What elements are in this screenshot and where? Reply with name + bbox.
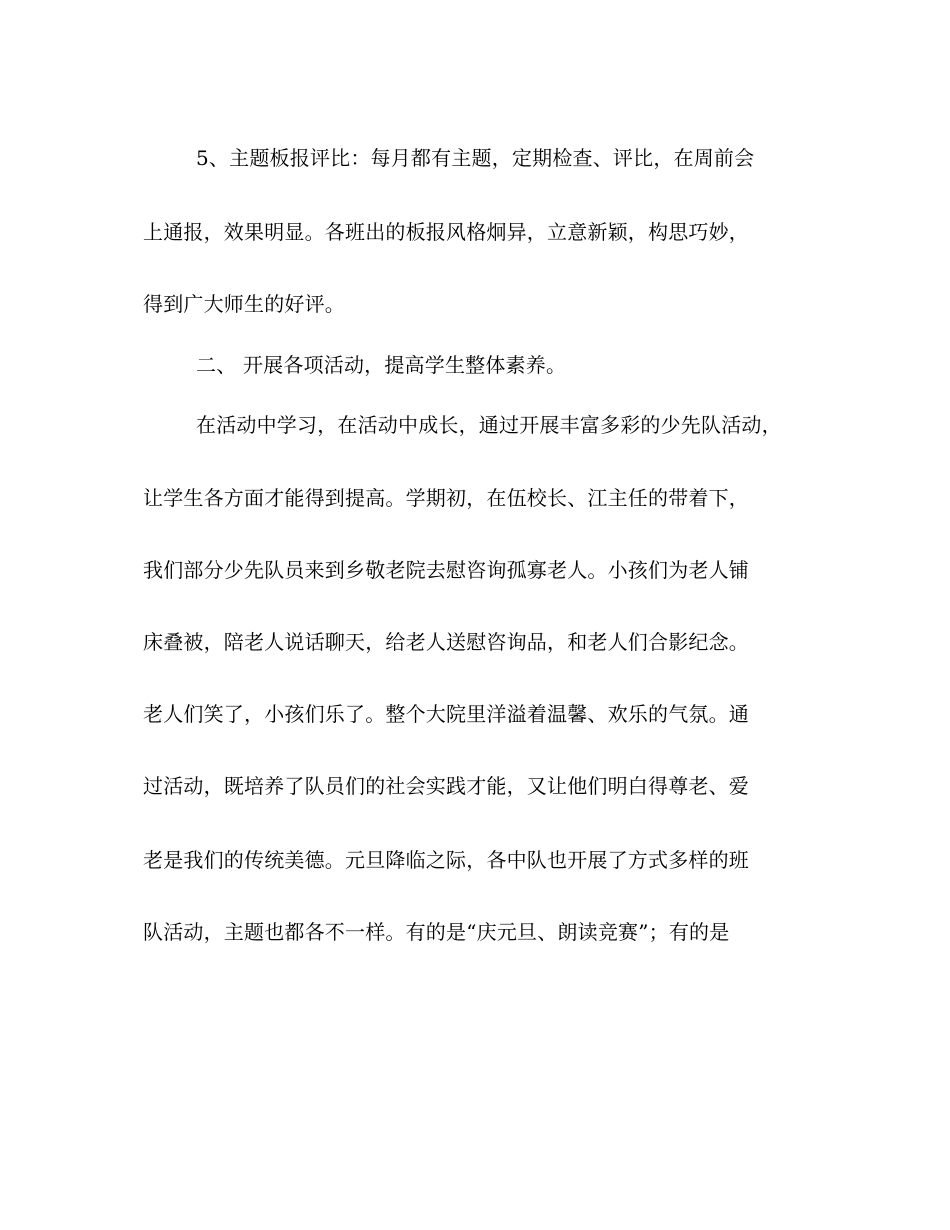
text-line-6: 让学生各方面才能得到提高。学期初，在伍校长、江主任的带着下，: [143, 486, 749, 510]
text-line-2: 上通报，效果明显。各班出的板报风格炯异，立意新颖，构思巧妙，: [143, 220, 749, 244]
text-line-7: 我们部分少先队员来到乡敬老院去慰咨询孤寡老人。小孩们为老人铺: [143, 558, 749, 582]
text-line-12: 队活动，主题也都各不一样。有的是“庆元旦、朗读竞赛”；有的是: [143, 920, 730, 944]
text-line-9: 老人们笑了，小孩们乐了。整个大院里洋溢着温馨、欢乐的气氛。通: [143, 702, 749, 726]
text-line-10: 过活动，既培养了队员们的社会实践才能，又让他们明白得尊老、爱: [143, 774, 749, 798]
text-line-5: 在活动中学习，在活动中成长，通过开展丰富多彩的少先队活动，: [196, 413, 782, 437]
text-line-8: 床叠被，陪老人说话聊天，给老人送慰咨询品，和老人们合影纪念。: [143, 630, 749, 654]
section-heading: 二、 开展各项活动，提高学生整体素养。: [196, 353, 567, 377]
text-line-11: 老是我们的传统美德。元旦降临之际，各中队也开展了方式多样的班: [143, 848, 749, 872]
text-line-3: 得到广大师生的好评。: [143, 292, 345, 316]
text-line-1: 5、主题板报评比：每月都有主题，定期检查、评比，在周前会: [196, 146, 755, 170]
